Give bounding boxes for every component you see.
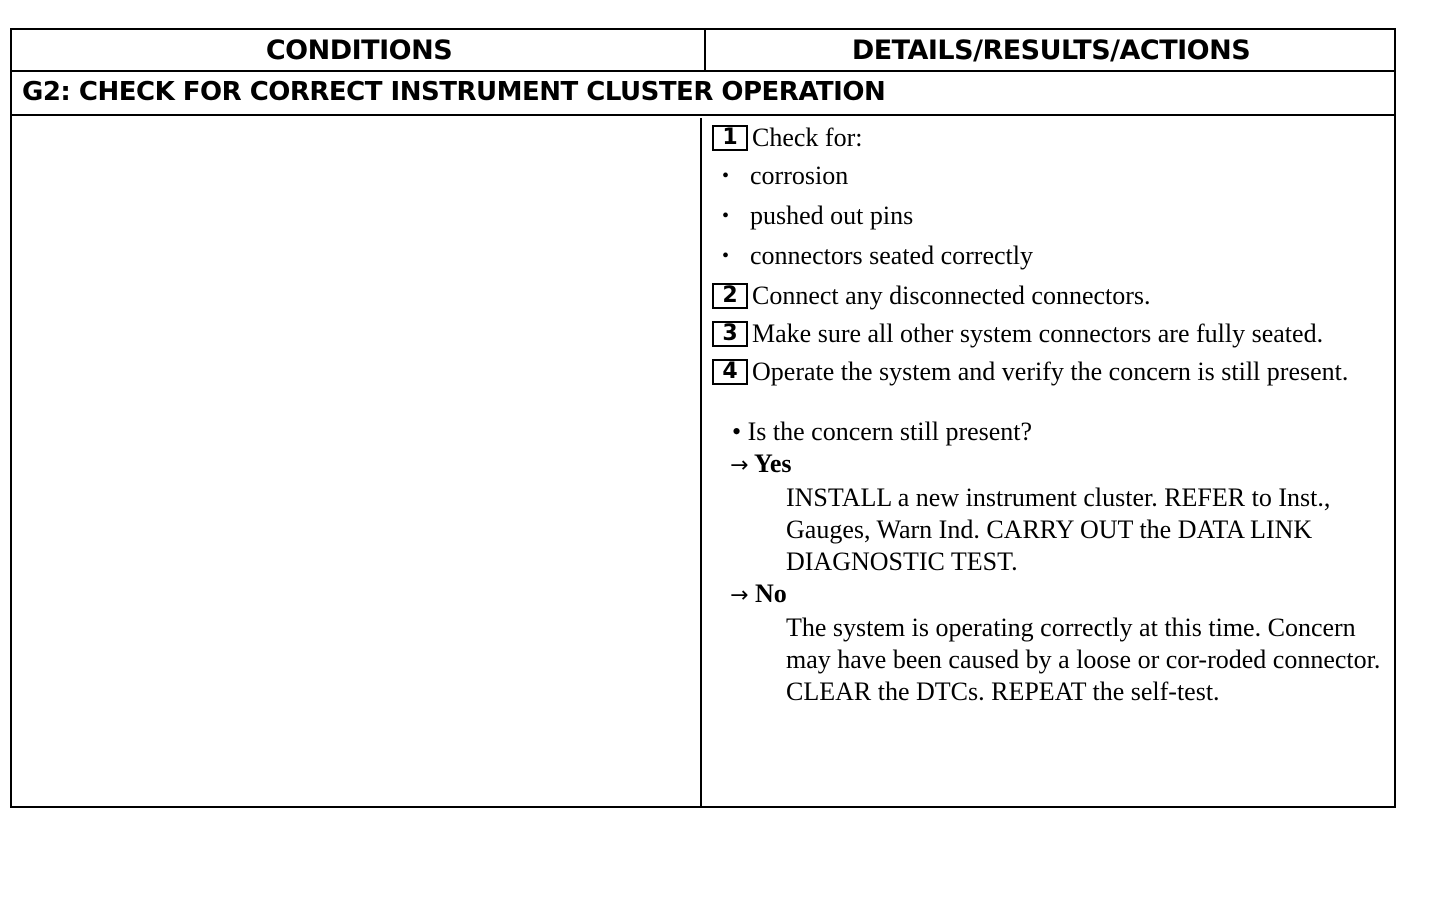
step-number-box: 3 bbox=[712, 321, 748, 347]
yes-answer-label bbox=[730, 448, 1392, 482]
yes-label: Yes bbox=[753, 449, 792, 478]
bullet-icon: • bbox=[722, 205, 730, 227]
step-3 bbox=[712, 318, 1392, 350]
question-text: Is the concern still present? bbox=[747, 417, 1033, 446]
check-bullet-item bbox=[722, 200, 1392, 232]
step-text: Connect any disconnected connectors. bbox=[752, 281, 1151, 310]
yes-action-text: INSTALL a new instrument cluster. REFER to Inst., Gauges, Warn Ind. CARRY OUT the DATA LINK DIAGNOSTIC TEST. bbox=[786, 483, 1331, 576]
step-4 bbox=[712, 356, 1392, 388]
step-text: Make sure all other system connectors are fully seated. bbox=[752, 319, 1324, 348]
check-bullet-item bbox=[722, 160, 1392, 192]
bullet-icon: • bbox=[722, 245, 730, 267]
arrow-right-icon: → bbox=[730, 453, 749, 478]
arrow-right-icon: → bbox=[730, 583, 749, 608]
details-cell bbox=[712, 122, 1392, 708]
bullet-text: connectors seated correctly bbox=[750, 241, 1033, 270]
bullet-text: pushed out pins bbox=[750, 201, 914, 230]
diagnostic-table bbox=[10, 28, 1396, 808]
step-1 bbox=[712, 122, 1392, 154]
step-number-box: 2 bbox=[712, 283, 748, 309]
section-title: G2: CHECK FOR CORRECT INSTRUMENT CLUSTER OPERATION bbox=[12, 70, 1394, 116]
bullet-text: corrosion bbox=[750, 161, 849, 190]
details-header: DETAILS/RESULTS/ACTIONS bbox=[851, 34, 1251, 66]
step-2 bbox=[712, 280, 1392, 312]
no-action-text: The system is operating correctly at this time. Concern may have been caused by a loose or cor-roded connector. CLEAR the DTCs. REPEAT the self-test. bbox=[786, 613, 1381, 706]
step-text: Operate the system and verify the concern is still present. bbox=[752, 357, 1349, 386]
conditions-header: CONDITIONS bbox=[265, 34, 453, 66]
body-column-divider bbox=[700, 118, 702, 808]
no-label: No bbox=[754, 579, 787, 608]
conditions-cell bbox=[12, 118, 700, 808]
bullet-icon: • bbox=[732, 417, 742, 446]
table-header-row bbox=[12, 30, 1394, 72]
no-answer-label bbox=[730, 578, 1392, 612]
check-bullet-item bbox=[722, 240, 1392, 272]
bullet-icon: • bbox=[722, 165, 730, 187]
step-number-box: 4 bbox=[712, 359, 748, 385]
question bbox=[732, 416, 1392, 448]
step-number-box: 1 bbox=[712, 125, 748, 151]
step-text: Check for: bbox=[752, 123, 863, 152]
